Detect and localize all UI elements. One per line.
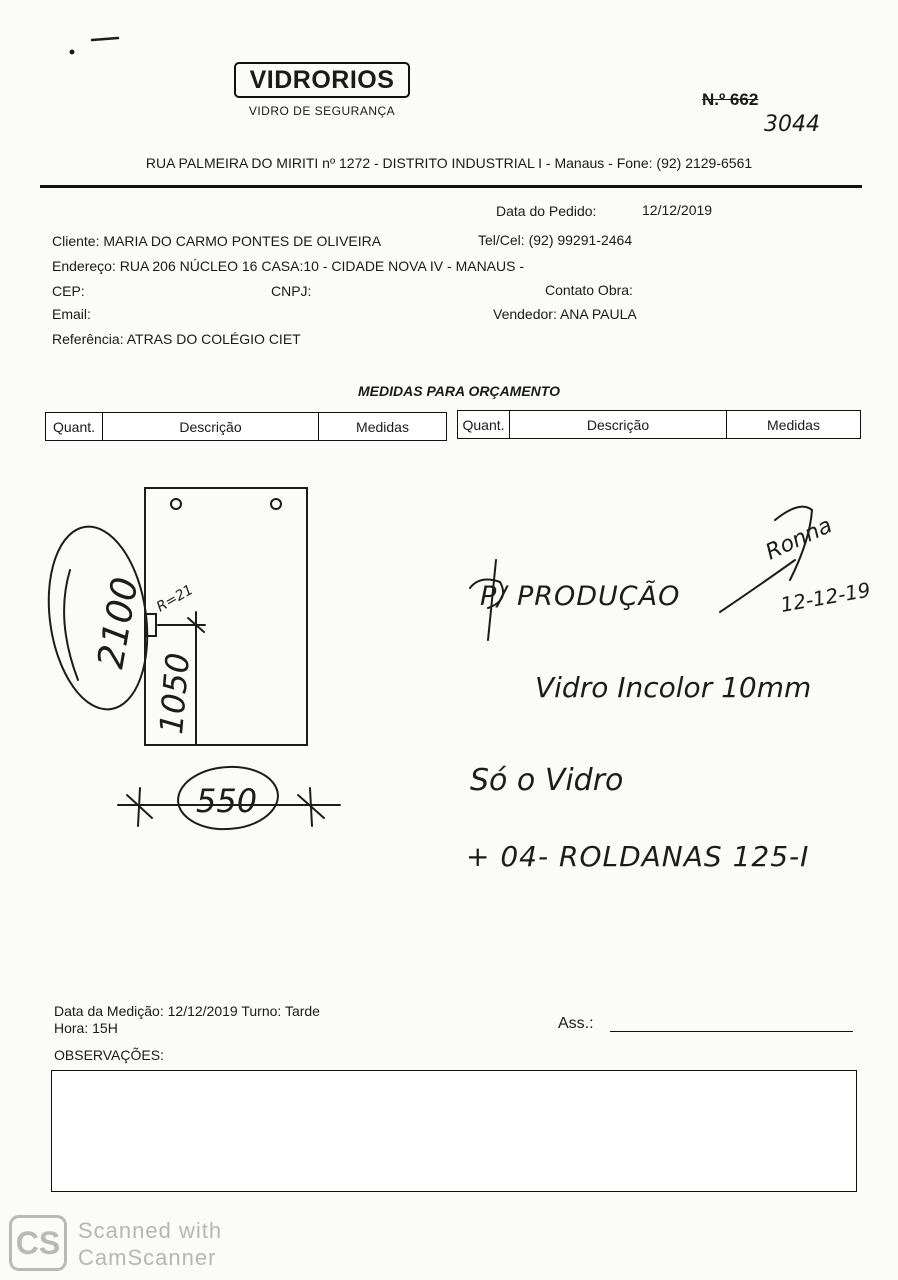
- cnpj-label: CNPJ:: [271, 283, 312, 299]
- signature-label: Ass.:: [558, 1015, 594, 1032]
- shift-value: Tarde: [284, 1003, 320, 1019]
- address-value: RUA 206 NÚCLEO 16 CASA:10 - CIDADE NOVA IV - MANAUS -: [119, 258, 525, 274]
- document-number-handwritten: 3044: [764, 112, 820, 137]
- order-date-label: Data do Pedido:: [496, 203, 597, 219]
- shift-label: Turno:: [241, 1003, 282, 1019]
- measurement-date-label: Data da Medição:: [54, 1003, 164, 1019]
- observations-label: OBSERVAÇÕES:: [54, 1047, 164, 1063]
- signature-line: [610, 1031, 853, 1032]
- seller-label: Vendedor:: [493, 306, 557, 322]
- note-rollers: + 04- ROLDANAS 125-I: [466, 840, 810, 873]
- col-quant: Quant.: [46, 413, 103, 440]
- measures-title: MEDIDAS PARA ORÇAMENTO: [358, 383, 560, 399]
- company-address: RUA PALMEIRA DO MIRITI nº 1272 - DISTRITO INDUSTRIAL I - Manaus - Fone: (92) 2129-6561: [145, 155, 753, 171]
- watermark-line1: Scanned with: [78, 1218, 223, 1243]
- company-logo: VIDRORIOS: [234, 62, 410, 98]
- time-value: 15H: [92, 1020, 118, 1036]
- measurement-date-value: 12/12/2019: [167, 1003, 238, 1019]
- company-subtitle: VIDRO DE SEGURANÇA: [248, 104, 396, 118]
- reference-label: Referência:: [52, 331, 124, 347]
- hole-right-icon: [271, 499, 281, 509]
- watermark-line2: CamScanner: [78, 1245, 217, 1270]
- col-description: Descrição: [103, 413, 319, 440]
- client-value: MARIA DO CARMO PONTES DE OLIVEIRA: [103, 233, 382, 249]
- document-number-struck: N.º 662: [702, 90, 759, 109]
- email-label: Email:: [52, 306, 91, 322]
- note-signature: Ronna: [761, 513, 837, 566]
- contact-label: Contato Obra:: [545, 282, 633, 298]
- col-description-2: Descrição: [510, 411, 727, 438]
- note-glass-type: Vidro Incolor 10mm: [535, 671, 812, 704]
- sketch-r-label: R=21: [154, 581, 197, 616]
- observations-box: [51, 1070, 857, 1192]
- time-label: Hora:: [54, 1020, 89, 1036]
- hole-left-icon: [171, 499, 181, 509]
- phone-value: (92) 99291-2464: [528, 232, 633, 248]
- client-label: Cliente:: [52, 233, 100, 249]
- order-date-value: 12/12/2019: [642, 202, 713, 218]
- col-measures: Medidas: [356, 418, 409, 435]
- note-production: P/ PRODUÇÃO: [480, 581, 681, 612]
- time-line: [54, 1020, 118, 1036]
- note-sign-date: 12-12-19: [778, 577, 873, 617]
- sketch-half-height-label: 1050: [152, 651, 198, 736]
- note-glass-only: Só o Vidro: [470, 763, 624, 798]
- sketch-height-label: 2100: [90, 574, 147, 672]
- sketch-width-label: 550: [196, 782, 258, 820]
- col-measures-2: Medidas: [767, 416, 820, 433]
- measurement-line: [54, 1003, 320, 1019]
- col-quant-2: Quant.: [458, 411, 510, 438]
- cep-label: CEP:: [52, 283, 85, 299]
- address-label: Endereço:: [52, 258, 116, 274]
- camscanner-logo-icon: CS: [9, 1215, 67, 1271]
- seller-value: ANA PAULA: [559, 306, 637, 322]
- phone-label: Tel/Cel:: [478, 232, 525, 248]
- reference-value: ATRAS DO COLÉGIO CIET: [126, 331, 301, 347]
